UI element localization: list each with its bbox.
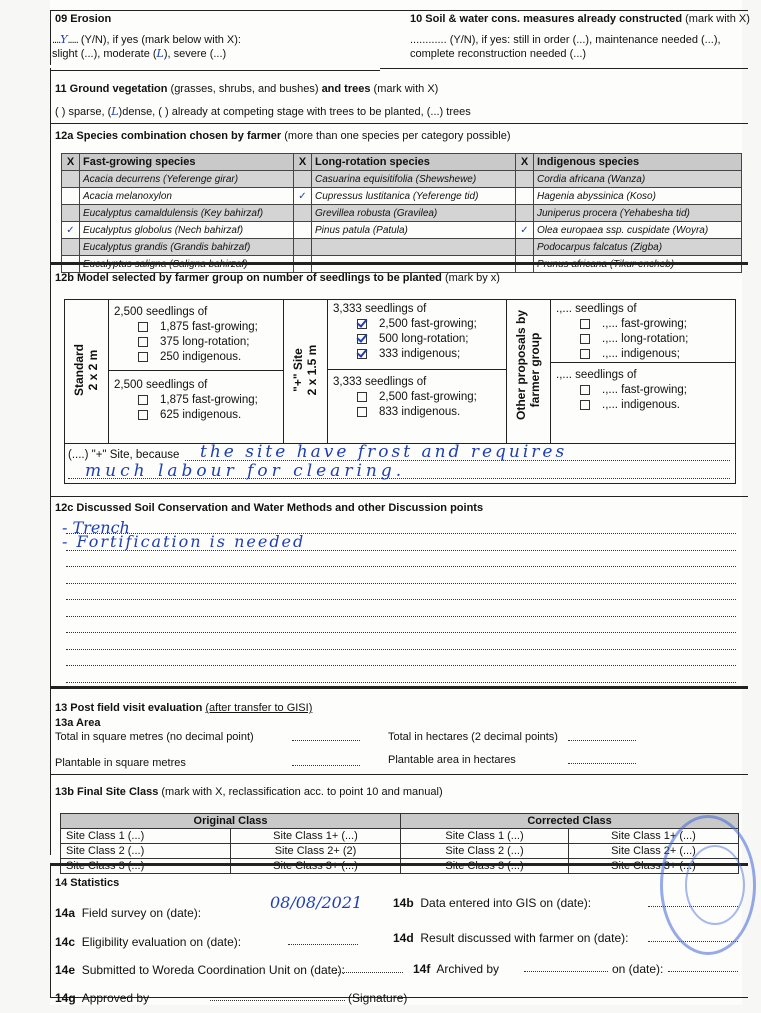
standard-label [72,330,100,410]
fast-mark-cell[interactable] [62,205,80,222]
approved-label: Approved by [81,991,150,1005]
model-option-item [556,317,688,332]
ind-species-cell: Prunus africana (Tikur encheb) [534,256,742,273]
corrected-class-plus-cell[interactable]: Site Class 2+ (...) [569,844,739,859]
checkbox-icon[interactable] [580,385,590,395]
final-site-class-title [55,785,443,799]
long-mark-cell[interactable]: ✓ [294,188,312,205]
fast-mark-cell[interactable] [62,188,80,205]
section-12c-title: 12c Discussed Soil Conservation and Water Methods and other Discussion points [55,502,484,514]
total-ha-label: Total in hectares (2 decimal points) [388,731,558,743]
model-option-item [114,320,258,335]
total-sqm-label: Total in square metres (no decimal point) [55,731,254,743]
gis-entry-num: 14b [393,896,414,910]
corrected-class-plus-cell[interactable]: Site Class 1+ (...) [569,829,739,844]
corrected-class-cell[interactable]: Site Class 2 (...) [401,844,569,859]
standard-option-b [114,378,258,423]
model-option-item [114,393,258,408]
section-12a-title [55,129,511,143]
model-option-label: 250 indigenous. [160,351,242,363]
long-mark-cell[interactable] [294,222,312,239]
model-option-item [333,332,477,347]
species-row [62,188,742,205]
model-option-label: .,... fast-growing; [602,384,688,396]
divider [50,70,380,71]
indigenous-header: Indigenous species [534,154,742,171]
plantable-sqm-field[interactable] [292,765,360,766]
vegetation-dense-mark[interactable]: L [111,105,119,118]
field-survey-num: 14a [55,906,76,920]
x-header: X [294,154,312,171]
farmer-discussion-row [393,931,628,945]
site-class-header-row [61,814,739,829]
plantable-ha-label: Plantable area in hectares [388,754,516,766]
section-10-title [410,12,750,26]
eligibility-row [55,935,241,949]
section-12a-title-text: 12a Species combination chosen by farmer [55,130,282,142]
discussion-note-1[interactable]: - Trench [62,518,130,537]
statistics-title: 14 Statistics [55,877,120,889]
plus-site-spacing: 2 x 1.5 m [305,344,319,396]
original-class-cell[interactable]: Site Class 3 (...) [61,859,231,874]
ind-mark-cell[interactable] [516,188,534,205]
model-option-item [114,350,258,365]
ind-species-cell: Hagenia abyssinica (Koso) [534,188,742,205]
archived-row [413,962,499,976]
model-option-item [114,335,258,350]
model-option-heading: 3,333 seedlings of [333,376,427,388]
section-09-title: 09 Erosion [55,13,112,25]
site-class-row [61,844,739,859]
long-rotation-header: Long-rotation species [312,154,516,171]
archived-by-field[interactable] [524,971,608,972]
checkbox-icon[interactable] [357,349,367,359]
checkbox-icon[interactable] [580,400,590,410]
model-option-heading: 2,500 seedlings of [114,306,208,318]
grid-line [506,299,507,443]
ind-mark-cell[interactable] [516,205,534,222]
model-option-label: 625 indigenous. [160,409,242,421]
ind-species-cell: Cordia africana (Wanza) [534,171,742,188]
archived-date-field[interactable] [668,971,738,972]
model-option-item [333,390,477,405]
ind-species-cell: Olea europaea ssp. cuspidate (Woyra) [534,222,742,239]
plus-option-a [333,302,477,362]
field-survey-date[interactable]: 08/08/2021 [270,893,363,912]
long-species-cell: Casuarina equisitifolia (Shewshewe) [312,171,516,188]
plus-site-reason-line1[interactable]: the site have frost and requires [200,442,568,462]
plus-site-label-text: "+" Site [291,348,305,392]
model-option-label: .,... indigenous; [602,348,680,360]
woreda-submission-field[interactable] [335,972,403,973]
model-option-label: 2,500 fast-growing; [379,391,477,403]
section-13-title-suffix: (after transfer to GISI) [205,702,313,714]
woreda-submission-num: 14e [55,963,76,977]
ind-species-cell: Juniperus procera (Yehabesha tid) [534,205,742,222]
original-class-header: Original Class [61,814,401,829]
signature-field[interactable] [210,1000,345,1001]
total-sqm-field[interactable] [292,740,360,741]
eligibility-label: Eligibility evaluation on (date): [81,935,242,949]
species-row [62,222,742,239]
model-option-item [114,408,258,423]
total-ha-field[interactable] [568,740,636,741]
model-option-heading: .,... seedlings of [556,303,637,315]
other-option-b [556,368,687,413]
checkbox-icon[interactable] [357,392,367,402]
corrected-class-plus-cell[interactable]: Site Class 3+ (...) [569,859,739,874]
fast-species-cell: Eucalyptus camaldulensis (Key bahirzaf) [80,205,294,222]
model-option-label: 1,875 fast-growing; [160,321,258,333]
section-12b-title [55,271,500,285]
fast-species-cell: Acacia decurrens (Yeferenge girar) [80,171,294,188]
checkbox-icon[interactable] [138,337,148,347]
section-11-title-text: 11 Ground vegetation [55,83,168,95]
woreda-submission-label: Submitted to Woreda Coordination Unit on (date): [81,963,345,977]
corrected-class-cell[interactable]: Site Class 1 (...) [401,829,569,844]
vegetation-options [55,105,471,119]
original-class-plus-cell[interactable]: Site Class 3+ (...) [231,859,401,874]
fast-mark-cell[interactable] [62,239,80,256]
field-survey-label: Field survey on (date): [81,906,202,920]
section-11-title-bold: and trees [321,83,371,95]
standard-spacing: 2 x 2 m [86,349,100,391]
original-class-cell[interactable]: Site Class 1 (...) [61,829,231,844]
erosion-question: (Y/N), if yes (mark below with X): [80,34,241,46]
other-proposals-text: Other proposals by [514,309,528,420]
section-13-title [55,701,312,715]
farmer-discussion-num: 14d [393,931,414,945]
plantable-sqm-label: Plantable in square metres [55,757,186,769]
model-option-label: 375 long-rotation; [160,336,250,348]
fast-growing-header: Fast-growing species [80,154,294,171]
grid-line [327,369,506,370]
checkbox-icon[interactable] [138,352,148,362]
model-option-label: 500 long-rotation; [379,333,469,345]
model-option-label: 1,875 fast-growing; [160,394,258,406]
archived-on-label: on (date): [612,962,664,976]
section-12b-title-suffix: (mark by x) [444,272,500,284]
section-10-title-text: 10 Soil & water cons. measures already constructed [410,13,683,25]
long-species-cell: Cupressus lustitanica (Yeferenge tid) [312,188,516,205]
long-species-cell: Pinus patula (Patula) [312,222,516,239]
grid-line [550,362,736,363]
model-option-item [556,398,687,413]
ind-species-cell: Podocarpus falcatus (Zigba) [534,239,742,256]
section-12c-frame [50,496,748,688]
long-mark-cell[interactable] [294,239,312,256]
signature-label: (Signature) [348,991,408,1005]
gis-entry-row [393,896,591,910]
erosion-answer-line: ....Y..... (Y/N), if yes (mark below with X): [52,33,241,46]
plus-site-reason-line2[interactable]: much labour for clearing. [85,461,406,481]
model-option-heading: 3,333 seedlings of [333,303,427,315]
section-13-title-text: 13 Post field visit evaluation [55,702,203,714]
checkbox-icon[interactable] [357,334,367,344]
gis-entry-label: Data entered into GIS on (date): [420,896,592,910]
standard-label-text: Standard [72,344,86,397]
field-survey-row [55,906,201,920]
eligibility-field[interactable] [288,944,358,945]
standard-option-a [114,305,258,365]
model-option-item [556,383,687,398]
original-class-cell[interactable]: Site Class 2 (...) [61,844,231,859]
checkbox-icon[interactable] [357,407,367,417]
original-class-plus-cell[interactable]: Site Class 2+ (2) [231,844,401,859]
vegetation-options-suffix: )dense, ( ) already at competing stage with trees to be planted, (...) trees [118,106,471,118]
erosion-moderate-mark[interactable]: L [156,47,164,60]
section-11-title-suffix: (mark with X) [373,83,439,95]
original-class-plus-cell[interactable]: Site Class 1+ (...) [231,829,401,844]
checkbox-icon[interactable] [138,410,148,420]
erosion-answer[interactable]: Y [60,33,68,46]
plus-option-b [333,375,477,420]
model-option-label: .,... fast-growing; [602,318,688,330]
species-row [62,205,742,222]
model-option-item [333,405,477,420]
erosion-severity-prefix: slight (...), moderate ( [52,48,157,60]
area-title: 13a Area [55,717,101,729]
model-option-label: 2,500 fast-growing; [379,318,477,330]
other-proposals-label [514,309,542,420]
long-mark-cell[interactable] [294,205,312,222]
divider [50,774,748,775]
x-header: X [516,154,534,171]
divider [50,123,748,124]
official-stamp-inner-icon [685,845,745,925]
plus-site-reason-label: (....) "+" Site, because [68,449,180,461]
archived-label: Archived by [436,962,500,976]
species-row [62,171,742,188]
section-11-title [55,82,438,96]
section-10-title-suffix: (mark with X) [685,13,750,25]
final-site-class-title-text: 13b Final Site Class [55,786,159,798]
model-option-item [333,317,477,332]
grid-line [108,299,109,443]
ind-mark-cell[interactable] [516,239,534,256]
other-proposals-text2: farmer group [528,332,542,408]
x-header: X [62,154,80,171]
corrected-class-cell[interactable]: Site Class 3 (...) [401,859,569,874]
model-option-item [556,332,688,347]
model-option-heading: 2,500 seedlings of [114,379,208,391]
species-row [62,239,742,256]
swc-line1: ............ (Y/N), if yes: still in order (...), maintenance needed (...), [410,34,721,46]
model-option-label: .,... long-rotation; [602,333,689,345]
long-mark-cell[interactable] [294,171,312,188]
checkbox-icon[interactable] [580,334,590,344]
section-11-title-mid: (grasses, shrubs, and bushes) [170,83,319,95]
erosion-severity-line [52,47,226,61]
corrected-class-header: Corrected Class [401,814,739,829]
vegetation-options-prefix: ( ) sparse, ( [55,106,112,118]
section-12a-title-suffix: (more than one species per category possible) [284,130,511,142]
checkbox-icon[interactable] [138,395,148,405]
section-12b-title-text: 12b Model selected by farmer group on number of seedlings to be planted [55,272,442,284]
plantable-ha-field[interactable] [568,763,636,764]
approved-num: 14g [55,991,76,1005]
plus-site-label [291,330,319,410]
ind-mark-cell[interactable] [516,171,534,188]
model-option-heading: .,... seedlings of [556,369,637,381]
eligibility-num: 14c [55,935,76,949]
fast-mark-cell[interactable] [62,171,80,188]
other-option-a [556,302,688,362]
model-option-label: 333 indigenous; [379,348,461,360]
swc-line2: complete reconstruction needed (...) [410,48,587,60]
ind-mark-cell[interactable]: ✓ [516,222,534,239]
site-class-row [61,829,739,844]
approved-row [55,991,149,1005]
model-option-item [556,347,688,362]
erosion-severity-suffix: ), severe (...) [163,48,227,60]
archived-num: 14f [413,962,431,976]
fast-species-cell: Eucalyptus grandis (Grandis bahirzaf) [80,239,294,256]
grid-line [108,370,283,371]
checkbox-icon[interactable] [580,349,590,359]
farmer-discussion-label: Result discussed with farmer on (date): [420,931,629,945]
fast-species-cell: Acacia melanoxylon [80,188,294,205]
discussion-note-2[interactable]: - Fortification is needed [62,532,306,551]
woreda-submission-row [55,963,345,977]
final-site-class-suffix: (mark with X, reclassification acc. to point 10 and manual) [161,786,443,798]
grid-line [327,299,328,443]
grid-line [550,299,551,443]
long-species-cell [312,239,516,256]
species-table [61,153,742,273]
checkbox-icon[interactable] [580,319,590,329]
fast-mark-cell[interactable]: ✓ [62,222,80,239]
fast-species-cell: Eucalyptus globolus (Nech bahirzaf) [80,222,294,239]
checkbox-icon[interactable] [138,322,148,332]
model-option-label: .,... indigenous. [602,399,680,411]
fast-species-cell: Eucalyptus saligna (Saligna bahirzaf) [80,256,294,273]
model-option-label: 833 indigenous. [379,406,461,418]
checkbox-icon[interactable] [357,319,367,329]
grid-line [283,299,284,443]
species-header-row [62,154,742,171]
model-option-item [333,347,477,362]
long-species-cell: Grevillea robusta (Gravilea) [312,205,516,222]
